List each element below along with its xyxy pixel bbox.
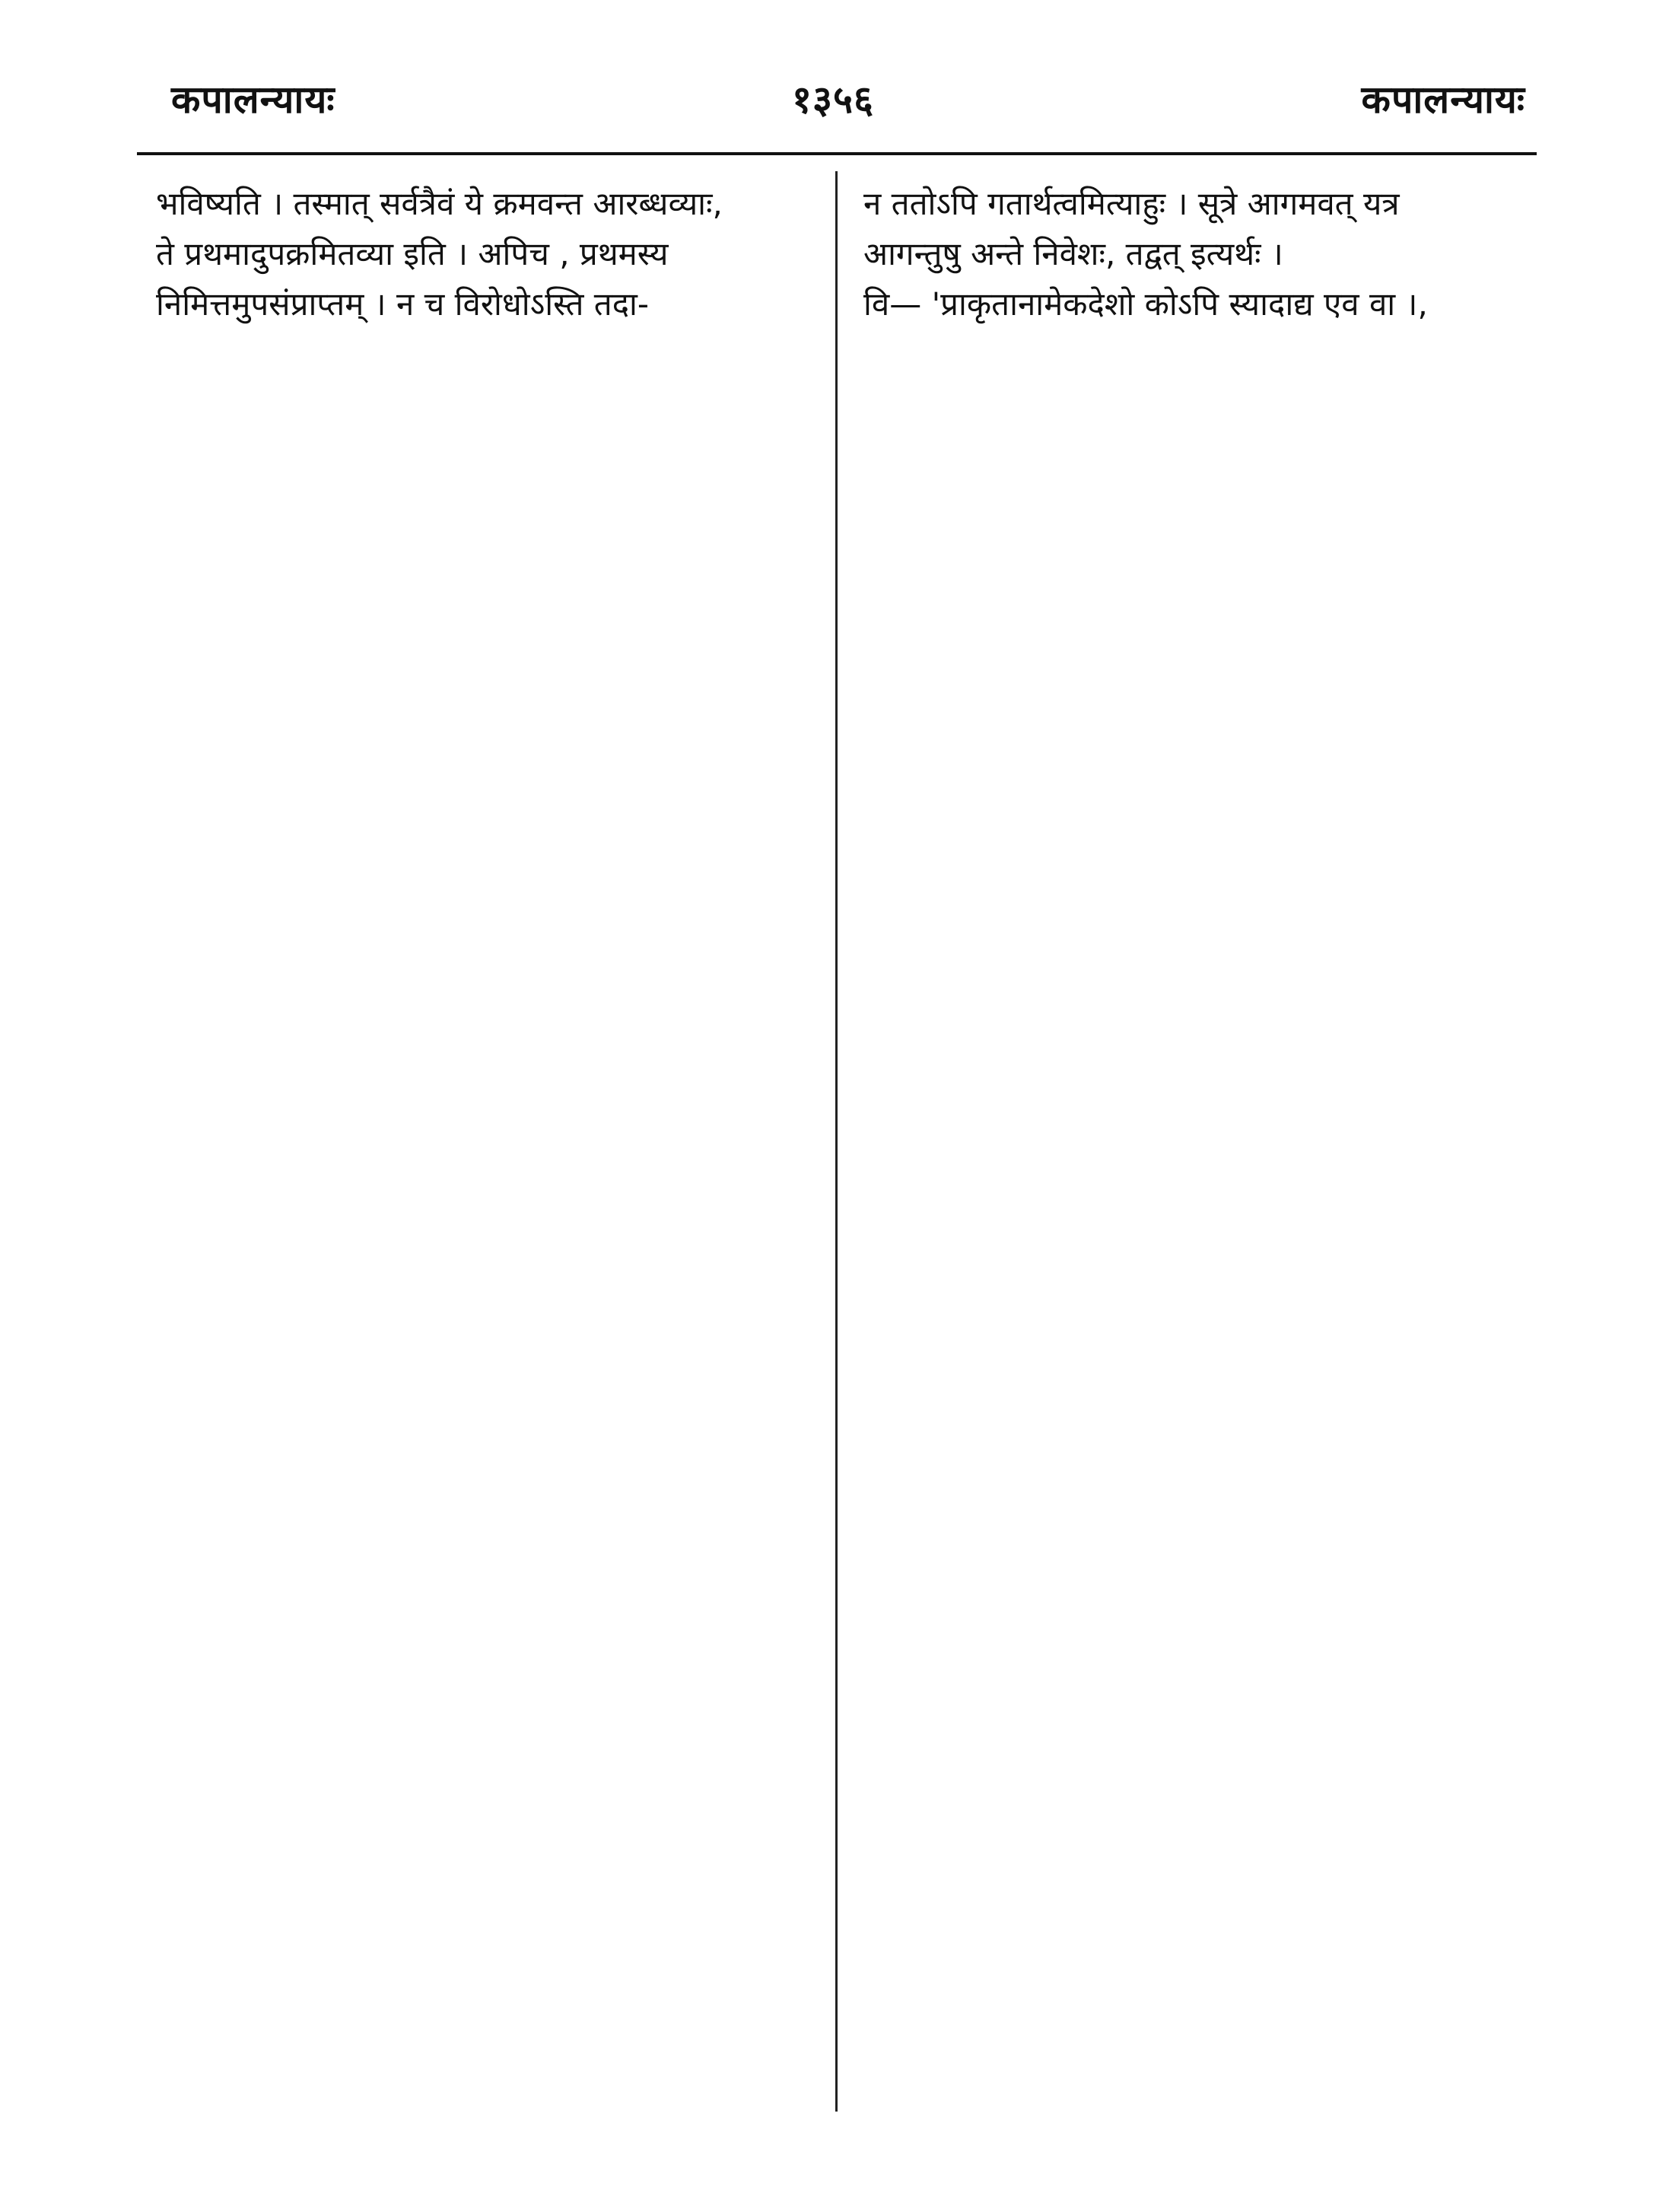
text-line: निमित्तमुपसंप्राप्तम् । न च विरोधोऽस्ति तदा-	[156, 285, 650, 323]
header-rule	[137, 152, 1537, 155]
column-divider	[835, 171, 838, 2112]
text-line: आगन्तुषु अन्ते निवेशः, तद्वत् इत्यर्थः ।	[863, 235, 1283, 272]
left-column	[156, 179, 803, 329]
running-head-right: कपालन्यायः	[1361, 78, 1525, 122]
text-line: भविष्यति । तस्मात् सर्वत्रैवं ये क्रमवन्त आरब्धव्याः,	[156, 185, 723, 222]
running-head-left: कपालन्यायः	[171, 78, 335, 122]
text-line: ते प्रथमादुपक्रमितव्या इति । अपिच , प्रथमस्य	[156, 235, 669, 272]
text-line: वि— 'प्राकृतानामेकदेशो कोऽपि स्यादाद्य एव वा ।,	[863, 285, 1428, 323]
page-number: १३५६	[792, 78, 874, 122]
text-line: न ततोऽपि गतार्थत्वमित्याहुः । सूत्रे आगमवत् यत्र	[863, 185, 1400, 222]
right-column	[863, 179, 1525, 329]
